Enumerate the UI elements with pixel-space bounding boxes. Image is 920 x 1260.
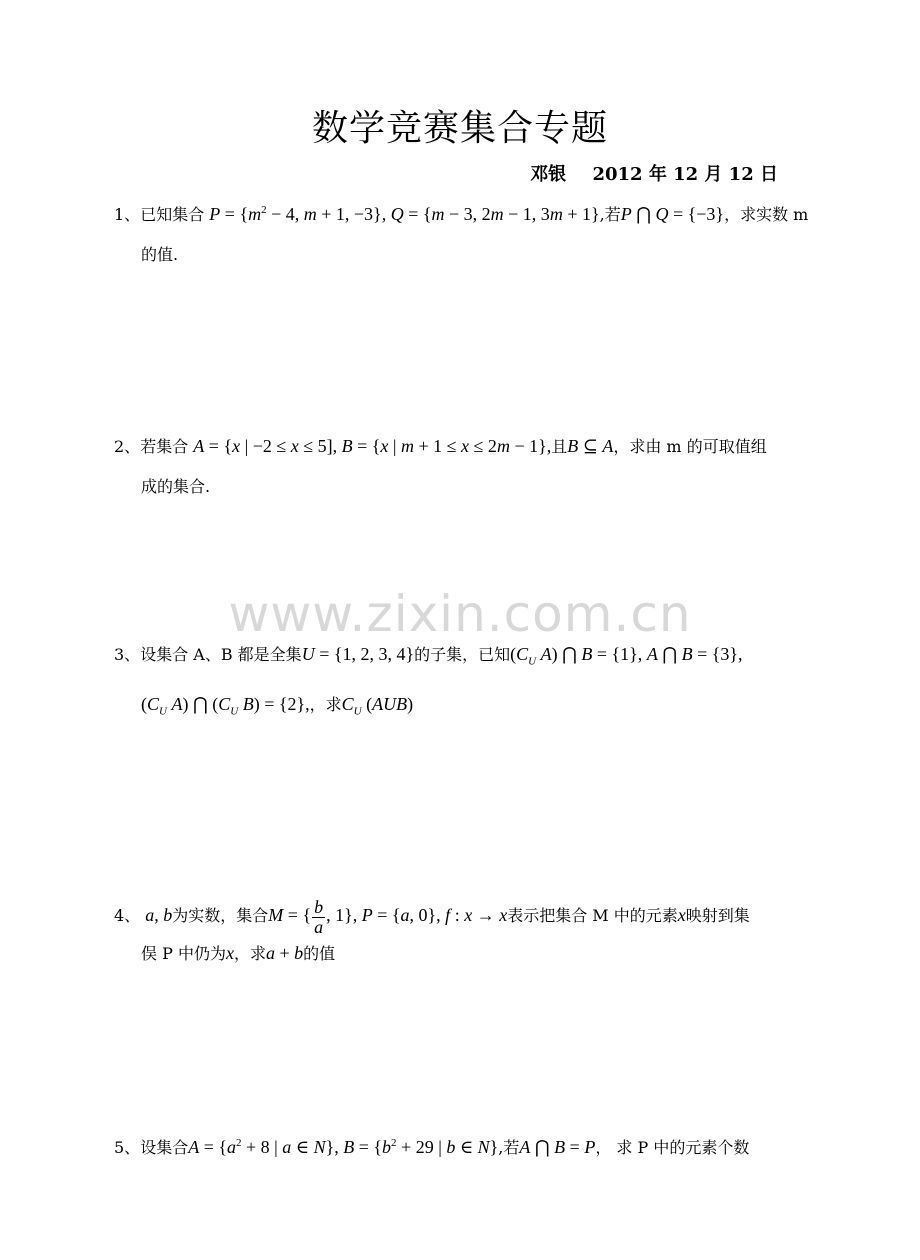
fraction: $\frac{b}{a}$ bbox=[314, 897, 324, 937]
author-line bbox=[530, 160, 778, 186]
math-expression: A = {x | −2 ≤ x ≤ 5], B = {x | m + 1 ≤ x ≤ 2m − 1}, bbox=[193, 436, 552, 456]
math-expression: ($C_U$ A) ⋂ ($C_U$ B) = {2}, bbox=[141, 694, 310, 718]
math-expression: a, b bbox=[145, 905, 173, 926]
question-number: 3、 bbox=[114, 645, 141, 664]
math-expression: ($C_U$ A) ⋂ B = {1}, A ⋂ B = {3}, bbox=[510, 644, 743, 668]
question-text: 的值. bbox=[141, 245, 179, 264]
math-expression: $C_U$ (AUB) bbox=[341, 694, 414, 718]
question-number: 5、 bbox=[114, 1138, 141, 1157]
author-date: 2012 年 12 月 12 日 bbox=[592, 164, 778, 185]
math-expression: A ⋂ B = P bbox=[519, 1137, 596, 1157]
question-text: 成的集合. bbox=[141, 477, 211, 496]
math-expression: U = {1, 2, 3, 4} bbox=[301, 644, 415, 664]
math-expression: B ⊆ A bbox=[567, 436, 614, 456]
math-expression: a + b bbox=[265, 943, 304, 963]
math-expression: $P = \{m^2 - 4$, m + 1, −3}, Q = {m − 3, 2m − 1, 3m + 1} bbox=[209, 204, 600, 224]
math-expression: M = { $\frac{b}{a}$ , 1}, P = {a, 0}, f : x → x bbox=[268, 897, 508, 937]
author-name: 邓银 bbox=[530, 164, 567, 185]
question-number: 4、 bbox=[114, 906, 141, 926]
question-number: 1、 bbox=[114, 205, 141, 224]
math-expression: P ⋂ Q = {−3} bbox=[620, 204, 725, 224]
math-expression: $A = \{a^2 + 8$ | a ∈ N}, $B = \{b^2 + 29$ | b ∈ N} bbox=[188, 1137, 499, 1157]
page-title: 数学竞赛集合专题 bbox=[311, 108, 608, 149]
question-number: 2、 bbox=[114, 437, 141, 456]
watermark: www.zixin.com.cn bbox=[228, 585, 692, 643]
